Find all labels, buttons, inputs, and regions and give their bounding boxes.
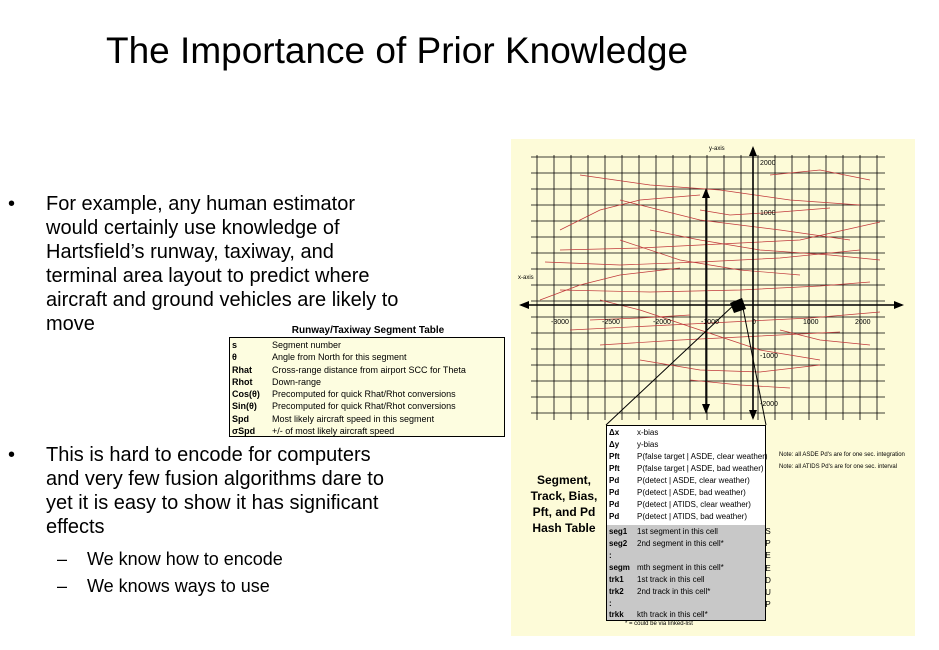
table-row bbox=[609, 574, 705, 586]
x-tick-label: -2000 bbox=[653, 319, 671, 326]
row-desc: Cross-range distance from airport SCC for Theta bbox=[272, 364, 466, 375]
table-row bbox=[609, 427, 658, 439]
row-desc: P(false target | ASDE, bad weather) bbox=[637, 464, 764, 473]
track-path bbox=[560, 195, 700, 230]
track-path bbox=[620, 200, 850, 240]
x-axis-arrow-right bbox=[894, 301, 904, 309]
table-row bbox=[609, 609, 708, 621]
y-axis-arrow-down bbox=[749, 410, 757, 420]
row-desc: mth segment in this cell* bbox=[637, 563, 724, 572]
table-row bbox=[609, 550, 637, 562]
speedup-letter: P bbox=[765, 600, 771, 610]
hash-footnote: * = could be via linked-list bbox=[625, 621, 693, 627]
bullet-line: would certainly use knowledge of bbox=[46, 217, 340, 239]
sub-bullet-text: We know how to encode bbox=[87, 549, 283, 569]
track-path bbox=[540, 268, 680, 300]
row-key: seg2 bbox=[609, 539, 628, 548]
track-path bbox=[620, 240, 800, 275]
row-desc: 1st track in this cell bbox=[637, 575, 705, 584]
row-desc: kth track in this cell* bbox=[637, 610, 708, 619]
bullet-marker: • bbox=[8, 193, 16, 215]
row-desc: x-bias bbox=[637, 428, 659, 437]
track-path bbox=[545, 250, 860, 265]
row-key: θ bbox=[232, 352, 237, 363]
row-desc: P(detect | ATIDS, clear weather) bbox=[637, 500, 751, 509]
row-desc: y-bias bbox=[637, 440, 659, 449]
bullet-line: yet it is easy to show it has significant bbox=[46, 492, 379, 514]
bullet-line: Hartsfield’s runway, taxiway, and bbox=[46, 241, 334, 263]
x-axis-arrow-left bbox=[519, 301, 529, 309]
row-key: segm bbox=[609, 563, 630, 572]
row-desc: P(false target | ASDE, clear weather) bbox=[637, 452, 768, 461]
x-tick-label: 0 bbox=[752, 319, 756, 326]
track-path bbox=[560, 282, 870, 292]
speedup-letter: U bbox=[765, 588, 771, 598]
row-desc: 1st segment in this cell bbox=[637, 527, 718, 536]
track-path bbox=[560, 222, 880, 250]
row-desc: Precomputed for quick Rhat/Rhot conversions bbox=[272, 401, 456, 412]
row-key: Pd bbox=[609, 488, 620, 497]
speedup-letter: S bbox=[765, 527, 771, 536]
row-desc: 2nd segment in this cell* bbox=[637, 539, 724, 548]
speedup-letter: D bbox=[765, 575, 771, 585]
row-desc: Most likely aircraft speed in this segment bbox=[272, 413, 435, 424]
bullet-line: For example, any human estimator bbox=[46, 193, 356, 215]
y-tick-label: -2000 bbox=[760, 401, 778, 408]
table-row bbox=[609, 562, 724, 574]
hash-table-caption bbox=[524, 472, 604, 536]
track-path bbox=[780, 330, 870, 345]
track-path bbox=[650, 230, 880, 260]
row-key: Pft bbox=[609, 452, 620, 461]
row-key: trkk bbox=[609, 610, 624, 619]
note-atids: Note: all ATIDS Pd's are for one sec. interval bbox=[779, 464, 898, 470]
row-desc: Precomputed for quick Rhat/Rhot conversions bbox=[272, 389, 456, 400]
table-row bbox=[609, 511, 747, 523]
speedup-letter: P bbox=[765, 539, 771, 549]
x-tick-label: -3000 bbox=[551, 319, 569, 326]
speedup-letter: E bbox=[765, 563, 771, 573]
table-row bbox=[609, 463, 764, 475]
y-tick-label: 1000 bbox=[760, 210, 776, 217]
y-tick-label: 2000 bbox=[760, 160, 776, 167]
row-desc: P(detect | ASDE, clear weather) bbox=[637, 476, 750, 485]
row-key: seg1 bbox=[609, 527, 628, 536]
row-key: Pd bbox=[609, 500, 620, 509]
caption-line: Segment, bbox=[536, 473, 591, 487]
row-desc: Angle from North for this segment bbox=[272, 352, 407, 363]
track-path bbox=[770, 170, 870, 180]
table-row bbox=[609, 439, 658, 451]
row-key: s bbox=[232, 340, 238, 350]
row-key: : bbox=[609, 551, 612, 560]
x-axis-label: x-axis bbox=[518, 275, 534, 281]
x-tick-label: -1000 bbox=[701, 319, 719, 326]
row-key: trk2 bbox=[609, 587, 624, 596]
row-desc: Down-range bbox=[272, 376, 322, 387]
hash-table bbox=[606, 425, 766, 621]
row-key: : bbox=[609, 599, 612, 608]
y-tick-label: -1000 bbox=[760, 353, 778, 360]
bullet-line: This is hard to encode for computers bbox=[46, 444, 371, 466]
row-key: Pd bbox=[609, 512, 620, 521]
slide-title: The Importance of Prior Knowledge bbox=[106, 30, 689, 71]
speedup-letter: E bbox=[765, 551, 771, 561]
dash-marker: – bbox=[57, 549, 68, 569]
table-row bbox=[609, 586, 710, 598]
speedup-label bbox=[764, 526, 772, 611]
caption-line: Hash Table bbox=[532, 521, 596, 535]
x-tick-label: 1000 bbox=[803, 319, 819, 326]
caption-line: Pft, and Pd bbox=[532, 505, 596, 519]
track-path bbox=[600, 300, 820, 360]
row-key: Pft bbox=[609, 464, 620, 473]
table-row bbox=[609, 451, 768, 463]
row-key: Cos(θ) bbox=[232, 389, 260, 400]
row-key: Δy bbox=[609, 440, 620, 449]
row-key: Δx bbox=[609, 428, 620, 437]
caption-line: Track, Bias, bbox=[530, 489, 598, 503]
row-desc: P(detect | ASDE, bad weather) bbox=[637, 488, 746, 497]
airport-layout-tracks bbox=[540, 170, 880, 388]
row-desc: P(detect | ATIDS, bad weather) bbox=[637, 512, 747, 521]
bullet-line: aircraft and ground vehicles are likely to bbox=[46, 289, 399, 311]
row-key: Sin(θ) bbox=[232, 401, 257, 412]
row-desc: Segment number bbox=[272, 340, 342, 350]
x-tick-label: -2500 bbox=[602, 319, 620, 326]
table-row bbox=[609, 475, 750, 487]
segment-table-caption: Runway/Taxiway Segment Table bbox=[291, 325, 445, 336]
row-key: Spd bbox=[232, 413, 249, 424]
table-row bbox=[609, 499, 751, 511]
bullet-line: terminal area layout to predict where bbox=[46, 265, 370, 287]
arrow-vertical-left-head-down bbox=[702, 404, 710, 414]
track-path bbox=[600, 332, 840, 345]
x-tick-label: 2000 bbox=[855, 319, 871, 326]
row-desc: 2nd track in this cell* bbox=[637, 587, 711, 596]
bullet-line: move bbox=[46, 313, 95, 335]
y-axis-label: y-axis bbox=[709, 146, 725, 152]
row-key: Rhat bbox=[232, 364, 252, 375]
row-key: Pd bbox=[609, 476, 620, 485]
table-row bbox=[609, 487, 746, 499]
dash-marker: – bbox=[57, 576, 68, 596]
sub-bullet-text: We knows ways to use bbox=[87, 576, 270, 596]
y-axis-arrow-up bbox=[749, 146, 757, 156]
row-key: Rhot bbox=[232, 376, 253, 387]
bullet-line: effects bbox=[46, 516, 105, 538]
table-row bbox=[609, 526, 718, 538]
track-path bbox=[640, 360, 820, 372]
row-desc: +/- of most likely aircraft speed bbox=[272, 426, 395, 437]
table-row bbox=[609, 538, 724, 550]
row-key: σSpd bbox=[232, 426, 256, 437]
note-asde: Note: all ASDE Pd's are for one sec. integration bbox=[779, 452, 905, 458]
bullet-marker: • bbox=[8, 444, 16, 466]
bullet-line: and very few fusion algorithms dare to bbox=[46, 468, 384, 490]
row-key: trk1 bbox=[609, 575, 624, 584]
